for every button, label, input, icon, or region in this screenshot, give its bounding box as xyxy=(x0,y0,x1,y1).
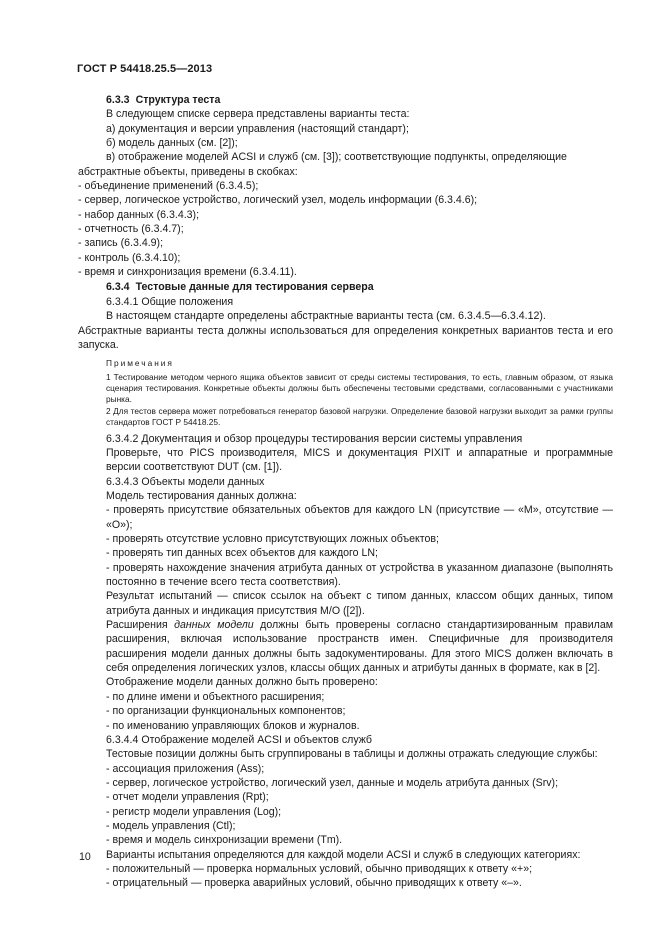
paragraph: Расширения данных модели должны быть проверены согласно стандартизированным правилам расширения, включая использование пространств имен. Специфичные для производителя расширения модели данных должны быть задокументированы. Для этого MICS должен включать в себя определения логических узлов, классы общих данных и атрибуты данных в формате, как в [2]. xyxy=(106,619,613,675)
list-item: - по именованию управляющих блоков и журналов. xyxy=(106,719,360,732)
notes-title: Примечания xyxy=(106,358,174,369)
page-body xyxy=(78,93,613,891)
list-item: - отчетность (6.3.4.7); xyxy=(78,223,184,236)
paragraph: Отображение модели данных должно быть проверено: xyxy=(106,676,378,689)
list-item: - положительный — проверка нормальных условий, обычно приводящих к ответу «+»; xyxy=(106,862,533,875)
subsection-heading: 6.3.4.2 Документация и обзор процедуры тестирования версии системы управления xyxy=(106,432,523,445)
list-item: - время и синхронизация времени (6.3.4.11). xyxy=(78,266,297,279)
list-item: - контроль (6.3.4.10); xyxy=(78,251,181,264)
page-number: 10 xyxy=(79,851,91,863)
section-heading-6-3-4: 6.3.4 Тестовые данные для тестирования сервера xyxy=(106,281,374,294)
note-1: 1 Тестирование методом черного ящика объектов зависит от среды системы тестирования, то есть, главным образом, от языка сценария тестирования. Конкретные объекты должны быть обеспечены тестовыми средствами, согласованными с участниками рынка. xyxy=(106,371,613,405)
paragraph: Результат испытаний — список ссылок на объект с типом данных, классом общих данных, типом атрибута данных и индикация присутствия М/О ([2]). xyxy=(106,590,613,617)
list-item: - ассоциация приложения (Ass); xyxy=(106,762,265,775)
note-2: 2 Для тестов сервера может потребоваться генератор базовой нагрузки. Определение базовой нагрузки выходит за рамки группы стандартов ГОСТ Р 54418.25. xyxy=(106,405,613,428)
subsection-heading: 6.3.4.1 Общие положения xyxy=(106,295,234,308)
list-item: - сервер, логическое устройство, логический узел, модель информации (6.3.4.6); xyxy=(78,194,478,207)
paragraph-continuation: Абстрактные варианты теста должны использоваться для определения конкретных вариантов теста и его запуска. xyxy=(78,324,613,351)
paragraph: Проверьте, что PICS производителя, MICS и документация PIXIT и аппаратные и программные версии соответствуют DUT (см. [1]). xyxy=(106,446,613,474)
list-item: - по организации функциональных компонентов; xyxy=(106,705,346,718)
list-item: - сервер, логическое устройство, логический узел, данные и модель атрибута данных (Srv); xyxy=(106,776,559,789)
list-item: - регистр модели управления (Log); xyxy=(106,805,282,818)
list-item: - отрицательный — проверка аварийных условий, обычно приводящих к ответу «–». xyxy=(106,877,522,890)
list-item: - модель управления (Ctl); xyxy=(106,819,236,832)
list-item: - проверять нахождение значения атрибута данных от устройства в указанном диапазоне (выполнять постоянно в течение всего теста соответствия). xyxy=(106,561,613,589)
paragraph: В настоящем стандарте определены абстрактные варианты теста (см. 6.3.4.5—6.3.4.12). xyxy=(106,310,546,323)
list-item: - проверять присутствие обязательных объектов для каждого LN (присутствие — «М», отсутствие — «О»); xyxy=(106,504,613,531)
paragraph: Модель тестирования данных должна: xyxy=(106,490,297,502)
document-header: ГОСТ Р 54418.25.5—2013 xyxy=(77,63,213,75)
paragraph: В следующем списке сервера представлены варианты теста: xyxy=(106,108,410,121)
list-item: - время и модель синхронизации времени (Tm). xyxy=(106,834,343,847)
list-item: - объединение применений (6.3.4.5); xyxy=(78,180,259,193)
list-item-continuation: абстрактные объекты, приведены в скобках: xyxy=(78,165,298,178)
paragraph: Тестовые позиции должны быть сгруппированы в таблицы и должны отражать следующие службы: xyxy=(106,748,598,761)
list-item: - проверять тип данных всех объектов для каждого LN; xyxy=(106,547,378,560)
subsection-heading: 6.3.4.4 Отображение моделей ACSI и объектов служб xyxy=(106,733,373,746)
list-item: - проверять отсутствие условно присутствующих ложных объектов; xyxy=(106,533,439,546)
list-item: в) отображение моделей ACSI и служб (см. [3]); соответствующие подпункты, определяющие xyxy=(106,151,567,164)
list-item: б) модель данных (см. [2]); xyxy=(106,137,238,150)
list-item: - запись (6.3.4.9); xyxy=(78,237,164,250)
section-heading-6-3-3: 6.3.3 Структура теста xyxy=(106,94,221,106)
paragraph: Варианты испытания определяются для каждой модели ACSI и служб в следующих категориях: xyxy=(106,848,581,861)
list-item: - по длине имени и объектного расширения; xyxy=(106,690,325,703)
list-item: - набор данных (6.3.4.3); xyxy=(78,208,200,221)
subsection-heading: 6.3.4.3 Объекты модели данных xyxy=(106,475,265,488)
list-item: а) документация и версии управления (настоящий стандарт); xyxy=(106,122,409,135)
notes-block xyxy=(106,358,613,428)
list-item: - отчет модели управления (Rpt); xyxy=(106,791,269,804)
